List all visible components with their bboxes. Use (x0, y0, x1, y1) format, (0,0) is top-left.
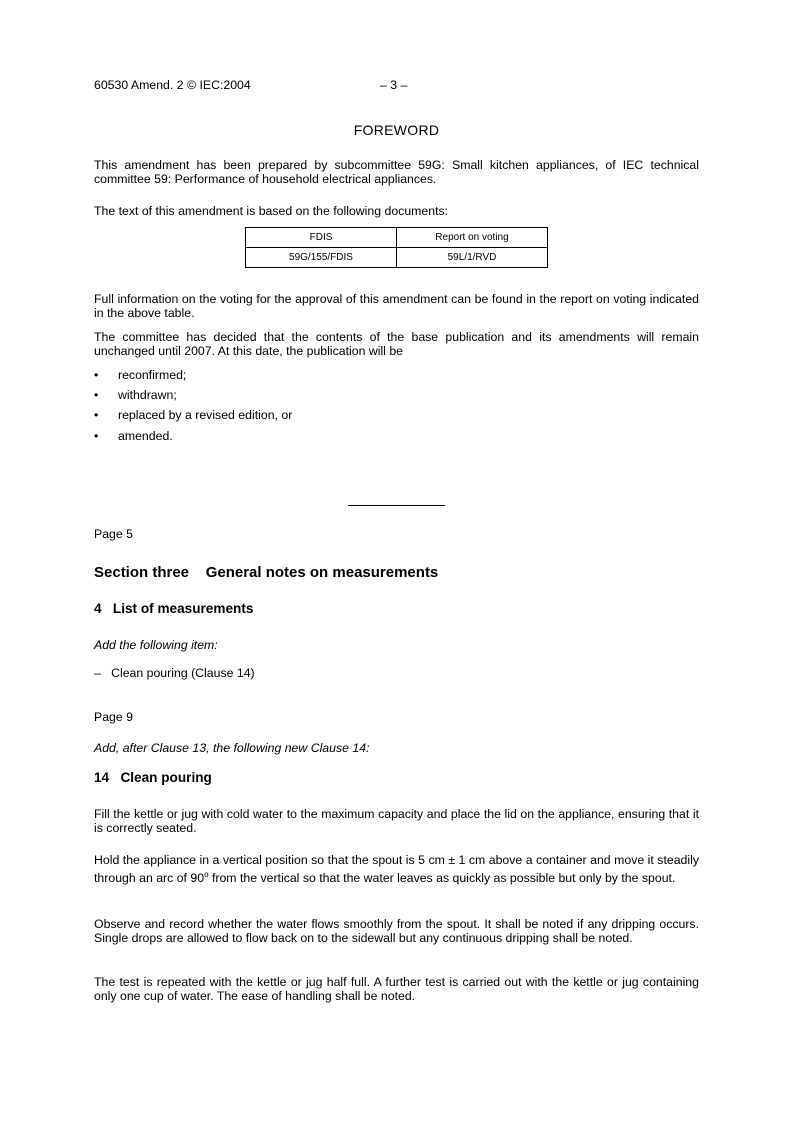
page-9-label: Page 9 (94, 710, 133, 724)
degree-superscript: o (204, 869, 209, 879)
add-clause-instruction: Add, after Clause 13, the following new Clause 14: (94, 741, 370, 755)
table-row (246, 248, 548, 268)
table-cell-fdis: 59G/155/FDIS (246, 248, 397, 268)
section-title: Section three General notes on measurements (94, 564, 439, 581)
list-item (94, 429, 173, 443)
foreword-title: FOREWORD (353, 122, 440, 138)
list-item (94, 388, 177, 402)
table-header-row (246, 228, 548, 248)
list-item-text: reconfirmed; (118, 368, 187, 382)
list-item-text: withdrawn; (118, 388, 177, 402)
foreword-paragraph-4: The committee has decided that the contents of the base publication and its amendments will remain unchanged until 2007. At this date, the publication will be (94, 330, 699, 358)
list-item (94, 368, 186, 382)
foreword-paragraph-2: The text of this amendment is based on the following documents: (94, 204, 449, 218)
bullet-icon: • (94, 368, 99, 382)
clause-14-paragraph-1: Fill the kettle or jug with cold water to the maximum capacity and place the lid on the appliance, ensuring that it is correctly seated. (94, 807, 699, 835)
table-header-fdis: FDIS (246, 228, 397, 248)
header-page-number: – 3 – (380, 78, 408, 92)
list-item (94, 408, 292, 422)
paragraph-text: Hold the appliance in a vertical position so that the spout is 5 cm ± 1 cm above a container and move it steadily through an arc of 90 (94, 853, 699, 885)
paragraph-text: from the vertical so that the water leaves as quickly as possible but only by the spout. (208, 870, 676, 885)
list-item-text: amended. (118, 429, 173, 443)
clause-14-title: 14 Clean pouring (94, 770, 212, 785)
clause-14-paragraph-3: Observe and record whether the water flows smoothly from the spout. It shall be noted if any dripping occurs. Single drops are allowed to flow back on to the sidewall but any continuous dripping shall be noted. (94, 917, 699, 945)
clause-14-paragraph-2 (94, 854, 699, 885)
table-header-report: Report on voting (397, 228, 548, 248)
bullet-icon: • (94, 429, 99, 443)
add-item-instruction: Add the following item: (94, 638, 218, 652)
list-item: – Clean pouring (Clause 14) (94, 666, 255, 680)
foreword-paragraph-1: This amendment has been prepared by subcommittee 59G: Small kitchen appliances, of IEC technical committee 59: Performance of household electrical appliances. (94, 158, 699, 186)
clause-4-title: 4 List of measurements (94, 601, 254, 616)
page-5-label: Page 5 (94, 527, 133, 541)
list-item-text: replaced by a revised edition, or (118, 408, 293, 422)
foreword-paragraph-3: Full information on the voting for the approval of this amendment can be found in the report on voting indicated in the above table. (94, 292, 699, 320)
divider (348, 505, 445, 506)
clause-14-paragraph-4: The test is repeated with the kettle or jug half full. A further test is carried out with the kettle or jug containing only one cup of water. The ease of handling shall be noted. (94, 975, 699, 1003)
header-document-id: 60530 Amend. 2 © IEC:2004 (94, 78, 251, 92)
bullet-icon: • (94, 408, 99, 422)
bullet-icon: • (94, 388, 99, 402)
table-cell-rvd: 59L/1/RVD (397, 248, 548, 268)
documents-table (245, 227, 548, 268)
